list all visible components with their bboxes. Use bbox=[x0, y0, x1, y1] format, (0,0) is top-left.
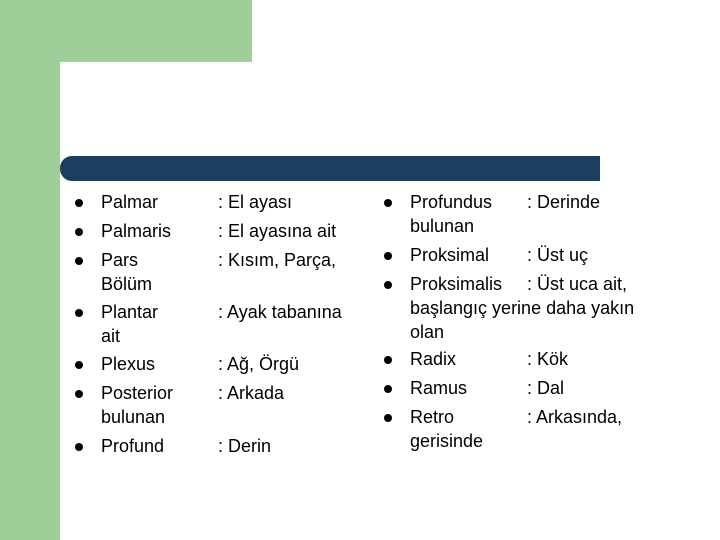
bullet-icon bbox=[384, 356, 392, 364]
term: Radix bbox=[410, 349, 457, 369]
bullet-icon bbox=[384, 281, 392, 289]
term: Ramus bbox=[410, 378, 468, 398]
meaning: : Üst uç bbox=[527, 245, 589, 265]
meaning: : Derinde bbox=[527, 192, 601, 212]
term: Pars bbox=[101, 250, 139, 270]
meaning-continuation: gerisinde bbox=[410, 431, 484, 451]
bullet-icon bbox=[75, 309, 83, 317]
term: Retro bbox=[410, 407, 455, 427]
term: Palmaris bbox=[101, 221, 172, 241]
meaning: : Arkada bbox=[218, 383, 285, 403]
term-continuation: bulunan bbox=[101, 407, 166, 427]
meaning: : Derin bbox=[218, 436, 272, 456]
bullet-icon bbox=[75, 228, 83, 236]
bullet-icon bbox=[384, 199, 392, 207]
term: Palmar bbox=[101, 192, 159, 212]
bullet-icon bbox=[75, 390, 83, 398]
title-rule-bar bbox=[60, 156, 600, 181]
meaning: : Ayak tabanına bbox=[218, 302, 342, 322]
bullet-icon bbox=[384, 414, 392, 422]
meaning: : Kök bbox=[527, 349, 569, 369]
meaning: : Dal bbox=[527, 378, 565, 398]
term: Profund bbox=[101, 436, 165, 456]
meaning: : El ayasına ait bbox=[218, 221, 337, 241]
meaning: : Üst uca ait, bbox=[527, 274, 628, 294]
term: Proksimal bbox=[410, 245, 490, 265]
term: Proksimalis bbox=[410, 274, 503, 294]
meaning: : Ağ, Örgü bbox=[218, 354, 300, 374]
bullet-icon bbox=[75, 257, 83, 265]
bullet-icon bbox=[75, 361, 83, 369]
bullet-icon bbox=[75, 199, 83, 207]
background-green-left bbox=[0, 0, 60, 540]
term-continuation: ait bbox=[101, 326, 121, 346]
meaning: : Arkasında, bbox=[527, 407, 623, 427]
term: Plantar bbox=[101, 302, 159, 322]
meaning-continuation: olan bbox=[410, 322, 445, 342]
bullet-icon bbox=[384, 385, 392, 393]
term: Profundus bbox=[410, 192, 493, 212]
bullet-icon bbox=[384, 252, 392, 260]
meaning: : El ayası bbox=[218, 192, 293, 212]
term: Plexus bbox=[101, 354, 156, 374]
meaning-continuation: bulunan bbox=[410, 216, 475, 236]
meaning: : Kısım, Parça, bbox=[218, 250, 337, 270]
term-continuation: Bölüm bbox=[101, 274, 153, 294]
meaning-continuation: başlangıç yerine daha yakın bbox=[410, 298, 635, 318]
bullet-icon bbox=[75, 443, 83, 451]
term: Posterior bbox=[101, 383, 174, 403]
